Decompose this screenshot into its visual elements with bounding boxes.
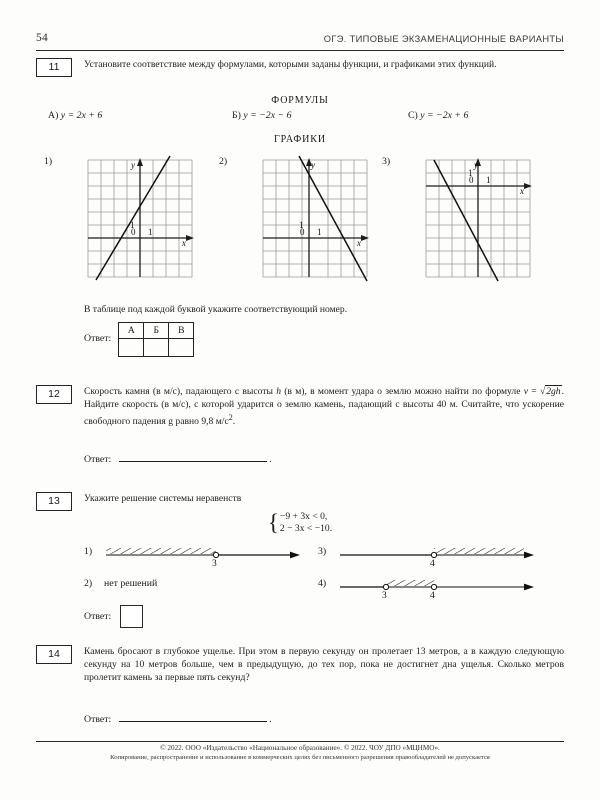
graph-1-label: 1) [44,156,53,167]
task-11 [36,58,564,71]
task-11-table-instruction: В таблице под каждой буквой укажите соответствующий номер. [84,304,348,315]
task-13-answer-row [84,605,143,628]
task-14-prompt: Камень бросают в глубокое ущелье. При этом в первую секунду он пролетает 13 метров, а в каждую следующую секунду на 10 метров больше, чем в предыдущую, до тех пор, пока не достигнет дна ущелья. Сколько метров пролетит камень за первые пять секунд? [84,646,564,684]
svg-text:4: 4 [430,591,435,600]
table-cell-b[interactable] [144,339,169,357]
task-11-answer-table[interactable] [118,322,194,357]
svg-text:1: 1 [130,220,135,230]
graphs-caption: ГРАФИКИ [274,134,326,145]
task-12-formula-eq: = [528,386,540,397]
task-12-prompt [84,385,564,428]
task-13-option-3-tag: 3) [318,546,327,557]
svg-text:y: y [474,160,478,170]
svg-text:1: 1 [486,175,491,185]
formulas-row [36,110,564,126]
task-13 [36,492,564,505]
svg-text:y: y [311,160,315,170]
task-13-option-1-numberline [104,546,304,568]
task-13-option-4-tag: 4) [318,578,327,589]
task-13-option-3[interactable] [318,546,538,568]
svg-text:x: x [182,238,186,248]
task-14-answer-label: Ответ: [84,714,112,725]
graph-3-label: 3) [382,156,391,167]
page-footer [36,743,564,763]
task-12 [36,385,564,428]
svg-text:1: 1 [317,227,322,237]
task-12-prompt-end: . [232,416,236,428]
sqrt-icon: √2gh [539,386,561,397]
graph-2-label: 2) [219,156,228,167]
table-cell-v[interactable] [169,339,194,357]
svg-text:x: x [357,238,361,248]
task-13-option-2-text: нет решений [104,578,158,589]
task-11-prompt: Установите соответствие между формулами, которыми заданы функции, и графиками этих функций. [84,59,497,70]
task-13-answer-label: Ответ: [84,611,112,622]
table-header-a: А [119,323,144,339]
svg-text:0: 0 [469,175,474,185]
task-13-option-1-tag: 1) [84,546,93,557]
svg-text:1: 1 [299,220,304,230]
footer-copyright: © 2022. ООО «Издательство «Национальное образование». © 2022. ЧОУ ДПО «МЦНМО». [160,744,440,752]
task-12-var-v: v [523,386,528,397]
task-11-number: 11 [36,58,72,77]
svg-text:1: 1 [148,227,153,237]
table-header-b: Б [144,323,169,339]
formula-c [408,110,468,121]
task-12-answer-label: Ответ: [84,454,112,465]
task-12-number: 12 [36,385,72,404]
graphs-row [36,150,564,290]
task-13-prompt: Укажите решение системы неравенств [84,493,242,504]
task-14-answer-input[interactable] [119,712,267,722]
svg-text:4: 4 [430,559,435,568]
page-header-title: ОГЭ. ТИПОВЫЕ ЭКЗАМЕНАЦИОННЫЕ ВАРИАНТЫ [323,34,564,44]
table-row-headers [119,323,194,339]
graph-2-plot [257,154,373,284]
page-number: 54 [36,32,49,44]
svg-text:3: 3 [212,559,217,568]
svg-text:1: 1 [468,168,473,178]
table-row-values[interactable] [119,339,194,357]
task-13-system [36,511,564,534]
task-12-radicand: 2gh [546,386,561,397]
task-11-answer-row [84,322,194,357]
task-13-option-4-numberline [338,578,538,600]
task-11-answer-label: Ответ: [84,333,112,344]
graph-3-plot [420,154,536,284]
task-14-number: 14 [36,645,72,664]
task-13-option-4[interactable] [318,578,538,600]
formula-c-expression: y = −2x + 6 [420,110,469,121]
graph-1-plot [82,154,198,284]
footer-notice: Копирование, распространение и использование в коммерческих целях без письменного разрешения правообладателей не допускается [110,754,490,761]
task-14 [36,645,564,684]
task-11-table-instruction-row [36,303,564,316]
page-header [36,32,564,44]
task-12-prompt-part2: (в м), в момент удара о землю можно найти по формуле [280,386,524,397]
task-12-answer-row [84,452,272,465]
task-13-option-2[interactable] [84,578,157,589]
task-13-number: 13 [36,492,72,511]
task-13-answer-input[interactable] [120,605,143,628]
task-13-option-2-tag: 2) [84,578,93,589]
formula-a-label: А) [48,110,59,121]
header-divider [36,50,564,51]
task-14-answer-period: . [269,714,272,725]
formula-a [48,110,102,121]
formula-b-label: Б) [232,110,241,121]
task-13-system-wrap [36,511,564,537]
formula-c-label: С) [408,110,418,121]
task-13-system-line2: 2 − 3x < −10. [279,522,333,534]
svg-text:0: 0 [300,227,305,237]
task-12-var-h: h [276,386,281,397]
table-cell-a[interactable] [119,339,144,357]
svg-text:0: 0 [131,227,136,237]
task-13-option-3-numberline [338,546,538,568]
svg-text:x: x [520,186,524,196]
formula-b-expression: y = −2x − 6 [243,110,292,121]
task-12-answer-period: . [269,454,272,465]
task-12-superscript: 2 [228,413,233,423]
task-12-answer-input[interactable] [119,452,267,462]
formula-a-expression: y = 2x + 6 [60,110,103,121]
svg-text:y: y [131,160,135,170]
task-14-answer-row [84,712,272,725]
footer-divider [36,741,564,742]
brace-icon: { [267,510,279,535]
formulas-caption: ФОРМУЛЫ [271,95,329,106]
table-header-v: В [169,323,194,339]
task-12-prompt-part1: Скорость камня (в м/с), падающего с высоты [84,386,277,397]
task-12-prompt-part3: . Найдите скорость (в м/с), с которой ударится о землю камень, падающий с высоты 40 м. Считайте, что ускорение свободного падения g равно 9,8 м/с [84,386,564,428]
task-13-option-1[interactable] [84,546,304,568]
task-13-system-line1: −9 + 3x < 0, [279,511,328,522]
svg-text:3: 3 [382,591,387,600]
formula-b [232,110,291,121]
